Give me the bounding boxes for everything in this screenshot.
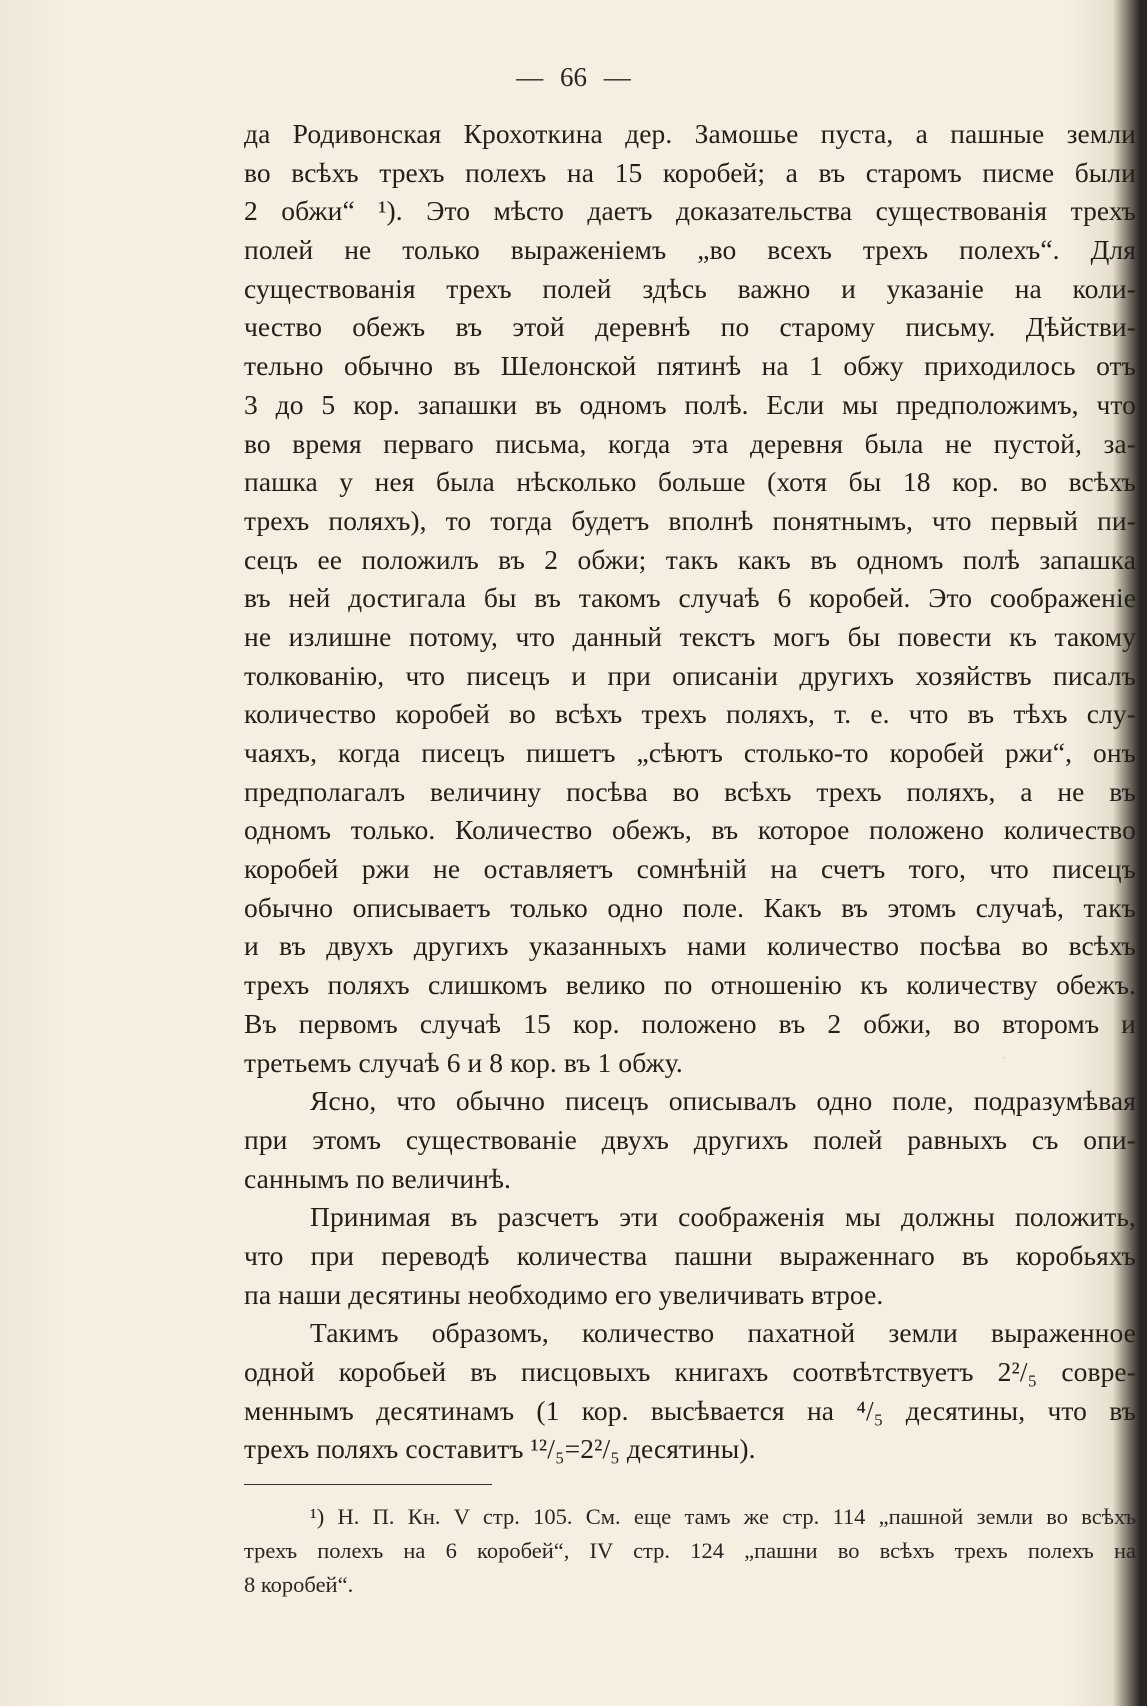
text-line: во время перваго письма, когда эта деревня была не пустой, за-: [244, 427, 1136, 459]
text-line: трехъ поляхъ составитъ ¹²/₅=2²/₅ десятины).: [244, 1433, 756, 1465]
text-line: толкованію, что писецъ и при описаніи другихъ хозяйствъ писалъ: [244, 659, 1136, 691]
text-line: не излишне потому, что данный текстъ могъ бы повести къ такому: [244, 620, 1136, 652]
text-line: третьемъ случаѣ 6 и 8 кор. въ 1 обжу.: [244, 1046, 683, 1078]
page-header: [0, 62, 1147, 93]
text-line: сецъ ее положилъ въ 2 обжи; такъ какъ въ одномъ полѣ запашка: [244, 543, 1136, 575]
text-line: и въ двухъ другихъ указанныхъ нами количество посѣва во всѣхъ: [244, 930, 1136, 962]
text-line: одной коробьей въ писцовыхъ книгахъ соотвѣтствуетъ 2²/₅ совре-: [244, 1356, 1136, 1387]
text-line: при этомъ существованіе двухъ другихъ полей равныхъ съ опи-: [244, 1123, 1136, 1155]
text-line: па наши десятины необходимо его увеличивать втрое.: [244, 1278, 884, 1310]
text-line: Въ первомъ случаѣ 15 кор. положено въ 2 обжи, во второмъ и: [244, 1007, 1136, 1039]
text-line: существованія трехъ полей здѣсь важно и указаніе на коли-: [244, 272, 1136, 304]
text-line: саннымъ по величинѣ.: [244, 1162, 512, 1194]
text-line: количество коробей во всѣхъ трехъ поляхъ, т. е. что въ тѣхъ слу-: [244, 698, 1136, 730]
text-line: въ ней достигала бы въ такомъ случаѣ 6 коробей. Это соображеніе: [244, 582, 1136, 614]
footnote: [244, 1500, 1136, 1602]
paragraph-4: [244, 1314, 1136, 1469]
text-line: чество обежъ въ этой деревнѣ по старому письму. Дѣйстви-: [244, 311, 1136, 343]
main-text: [244, 115, 1136, 1469]
text-line: полей не только выраженіемъ „во всехъ трехъ полехъ“. Для: [244, 234, 1136, 266]
page-number: 66: [560, 62, 587, 92]
text-line: Такимъ образомъ, количество пахатной земли выраженное: [310, 1317, 1136, 1349]
paragraph-1: [244, 115, 1136, 1082]
text-line: трехъ поляхъ), то тогда будетъ вполнѣ понятнымъ, что первый пи-: [244, 504, 1136, 536]
text-line: тельно обычно въ Шелонской пятинѣ на 1 обжу приходилось отъ: [244, 350, 1136, 382]
text-line: пашка у нея была нѣсколько больше (хотя бы 18 кор. во всѣхъ: [244, 466, 1136, 498]
text-line: Принимая въ разсчетъ эти соображенія мы должны положить,: [310, 1201, 1136, 1233]
text-line: что при переводѣ количества пашни выраженнаго въ коробьяхъ: [244, 1239, 1136, 1271]
text-line: чаяхъ, когда писецъ пишетъ „сѣютъ столько-то коробей ржи“, онъ: [244, 737, 1136, 768]
paragraph-2: [244, 1082, 1136, 1198]
text-line: 2 обжи“ ¹). Это мѣсто даетъ доказательства существованія трехъ: [244, 195, 1136, 227]
header-dash-right: —: [603, 62, 631, 92]
text-line: одномъ только. Количество обежъ, въ которое положено количество: [244, 814, 1136, 846]
bleed-through-text: ·: [1000, 1045, 1008, 1070]
footnote-separator: [244, 1484, 492, 1485]
text-line: меннымъ десятинамъ (1 кор. высѣвается на ⁴/₅ десятины, что въ: [244, 1394, 1136, 1426]
header-dash-left: —: [516, 62, 544, 92]
text-line: трехъ поляхъ слишкомъ велико по отношенію къ количеству обежъ.: [244, 969, 1136, 1001]
paragraph-3: [244, 1198, 1136, 1314]
footnote-line: 8 коробей“.: [244, 1572, 354, 1597]
text-line: обычно описываетъ только одно поле. Какъ въ этомъ случаѣ, такъ: [244, 891, 1136, 923]
text-line: коробей ржи не оставляетъ сомнѣній на счетъ того, что писецъ: [244, 853, 1136, 885]
footnote-line: трехъ полехъ на 6 коробей“, IV стр. 124 „пашни во всѣхъ трехъ полехъ на: [244, 1538, 1136, 1563]
text-line: Ясно, что обычно писецъ описывалъ одно поле, подразумѣвая: [310, 1085, 1136, 1117]
text-line: да Родивонская Крохоткина дер. Замошье пуста, а пашные земли: [244, 118, 1136, 149]
text-line: во всѣхъ трехъ полехъ на 15 коробей; а въ старомъ писме были: [244, 156, 1136, 188]
text-line: 3 до 5 кор. запашки въ одномъ полѣ. Если мы предположимъ, что: [244, 388, 1136, 420]
text-line: предполагалъ величину посѣва во всѣхъ трехъ поляхъ, а не въ: [244, 775, 1136, 807]
footnote-line: ¹) Н. П. Кн. V стр. 105. См. еще тамъ же стр. 114 „пашной земли во всѣхъ: [310, 1504, 1136, 1529]
